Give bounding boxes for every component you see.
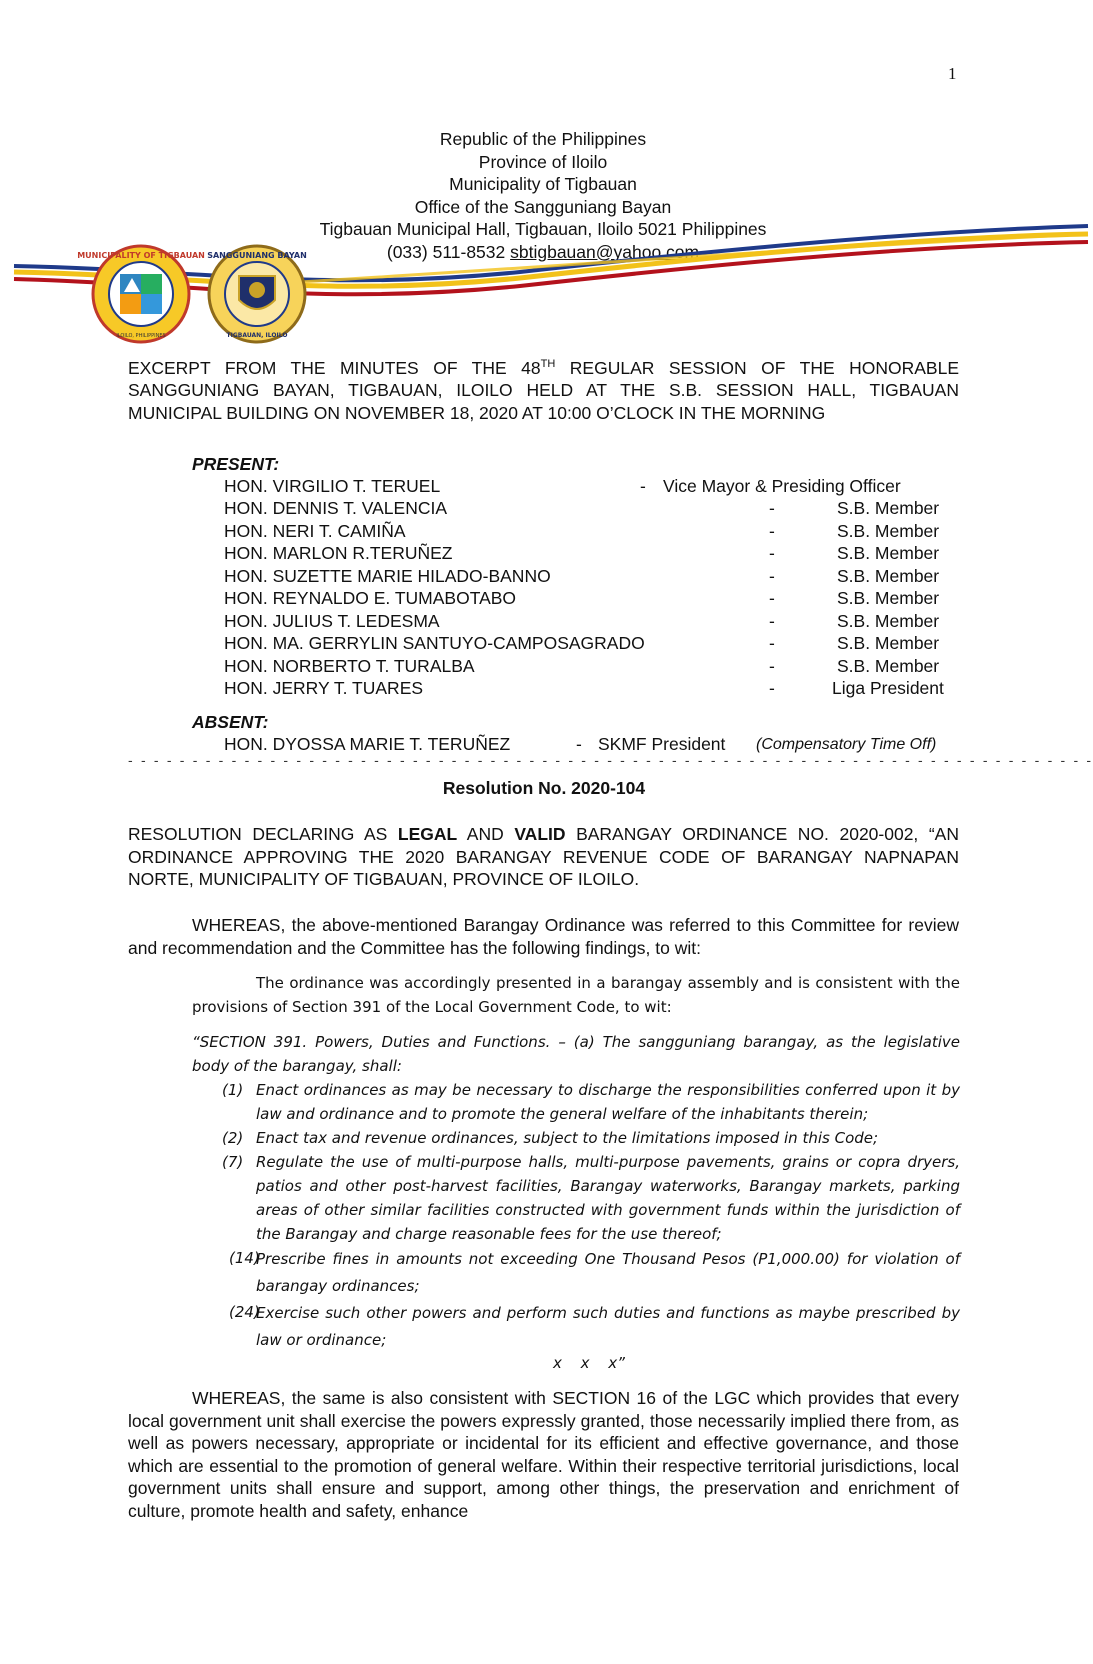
header-office: Office of the Sangguniang Bayan bbox=[414, 196, 672, 217]
list-item-number: (7) bbox=[222, 1153, 244, 1171]
attendee-role: S.B. Member bbox=[837, 611, 940, 631]
header-province: Province of Iloilo bbox=[478, 151, 608, 172]
ellipsis-mark: x x x” bbox=[553, 1354, 625, 1372]
minutes-excerpt bbox=[128, 353, 959, 424]
attendee-row bbox=[224, 588, 959, 610]
attendee-dash: - bbox=[640, 476, 646, 496]
attendee-name: HON. NERI T. CAMIÑA bbox=[224, 521, 406, 541]
excerpt-text-1: EXCERPT FROM THE MINUTES OF THE 48 bbox=[128, 357, 541, 378]
sangguniang-bayan-seal bbox=[202, 244, 312, 344]
attendee-dash: - bbox=[769, 611, 775, 631]
attendee-name: HON. MARLON R.TERUÑEZ bbox=[224, 543, 453, 563]
attendee-row bbox=[224, 521, 959, 543]
list-item bbox=[222, 1300, 960, 1354]
page-number: 1 bbox=[948, 64, 957, 83]
seal-municipality-sub: ILOILO, PHILIPPINES bbox=[116, 333, 166, 339]
attendee-row bbox=[224, 498, 959, 520]
section-391-heading: “SECTION 391. Powers, Duties and Functions. – (a) The sangguniang barangay, as the legislative body of the barangay, shall: bbox=[192, 1033, 960, 1075]
absent-label: ABSENT: bbox=[192, 712, 269, 732]
resolution-valid: VALID bbox=[514, 824, 566, 844]
attendee-role: S.B. Member bbox=[837, 521, 940, 541]
attendee-role: S.B. Member bbox=[837, 656, 940, 676]
quote-intro: The ordinance was accordingly presented in a barangay assembly and is consistent with the provisions of Section 391 of the Local Government Code, to wit: bbox=[192, 974, 960, 1016]
seal-municipality-text: MUNICIPALITY OF TIGBAUAN bbox=[77, 251, 205, 260]
list-item bbox=[222, 1150, 960, 1246]
whereas-paragraph-1: WHEREAS, the above-mentioned Barangay Ordinance was referred to this Committee for review and recommendation and the Committee has the following findings, to wit: bbox=[128, 915, 959, 958]
attendee-dash: - bbox=[769, 656, 775, 676]
excerpt-ordinal: TH bbox=[540, 358, 556, 370]
header-address: Tigbauan Municipal Hall, Tigbauan, Iloilo 5021 Philippines bbox=[319, 219, 767, 239]
header-republic: Republic of the Philippines bbox=[439, 129, 647, 149]
list-item-number: (1) bbox=[222, 1081, 244, 1099]
attendee-row bbox=[224, 543, 959, 565]
attendee-dash: - bbox=[769, 521, 775, 541]
list-item-number: (14) bbox=[229, 1249, 260, 1267]
attendee-role: S.B. Member bbox=[837, 588, 940, 608]
list-item-text: Regulate the use of multi-purpose halls, multi-purpose pavements, grains or copra dryers, patios and other post-harvest facilities, Barangay waterworks, Barangay markets, parking areas of other similar facilities constructed with government funds within the jurisdiction of the Barangay and charge reasonable fees for the use thereof; bbox=[256, 1153, 960, 1243]
absent-role: SKMF President bbox=[598, 734, 726, 754]
attendee-row bbox=[224, 566, 959, 588]
list-item bbox=[222, 1078, 960, 1126]
attendee-dash: - bbox=[769, 588, 775, 608]
attendee-row bbox=[224, 656, 959, 678]
attendee-name: HON. REYNALDO E. TUMABOTABO bbox=[224, 588, 517, 608]
attendee-role: Liga President bbox=[832, 678, 944, 698]
list-item bbox=[222, 1246, 960, 1300]
resolution-legal: LEGAL bbox=[397, 824, 458, 844]
present-label: PRESENT: bbox=[192, 454, 280, 474]
resolution-title: Resolution No. 2020-104 bbox=[442, 778, 646, 798]
seal-sb-sub: TIGBAUAN, ILOILO bbox=[226, 332, 288, 339]
municipality-seal bbox=[77, 244, 205, 344]
whereas-paragraph-2: WHEREAS, the same is also consistent with SECTION 16 of the LGC which provides that every local government unit shall exercise the powers expressly granted, those necessarily implied there from, as well as powers necessary, appropriate or incidental for its efficient and effective governance, and those which are essential to the promotion of general welfare. Within their respective territorial jurisdictions, local government units shall ensure and support, among other things, the preservation and enrichment of culture, promote health and safety, enhance bbox=[128, 1388, 959, 1521]
attendee-role: S.B. Member bbox=[837, 498, 940, 518]
absent-name: HON. DYOSSA MARIE T. TERUÑEZ bbox=[224, 734, 511, 754]
excerpt-text-2: REGULAR SESSION OF THE HONORABLE SANGGUNIANG BAYAN, TIGBAUAN, ILOILO HELD AT THE S.B. SESSION HALL, TIGBAUAN MUNICIPAL BUILDING ON NOVEMBER 18, 2020 AT 10:00 O’CLOCK IN THE MORNING bbox=[128, 357, 959, 423]
attendee-name: HON. SUZETTE MARIE HILADO-BANNO bbox=[224, 566, 551, 586]
attendee-name: HON. NORBERTO T. TURALBA bbox=[224, 656, 475, 676]
list-item-text: Exercise such other powers and perform such duties and functions as maybe prescribed by law or ordinance; bbox=[256, 1304, 960, 1349]
attendee-name: HON. MA. GERRYLIN SANTUYO-CAMPOSAGRADO bbox=[224, 633, 645, 653]
attendee-name: HON. DENNIS T. VALENCIA bbox=[224, 498, 448, 518]
email-link[interactable]: sbtigbauan@yahoo.com bbox=[510, 241, 700, 262]
attendee-row bbox=[224, 611, 959, 633]
resolution-text-2: AND bbox=[457, 824, 515, 844]
attendee-dash: - bbox=[769, 498, 775, 518]
attendee-role: S.B. Member bbox=[837, 633, 940, 653]
resolution-text-3: BARANGAY ORDINANCE NO. 2020-002, “AN ORDINANCE APPROVING THE 2020 BARANGAY REVENUE CODE OF BARANGAY NAPNAPAN NORTE, MUNICIPALITY OF TIGBAUAN, PROVINCE OF ILOILO. bbox=[128, 824, 959, 889]
header-phone: (033) 511-8532 bbox=[386, 241, 506, 262]
attendee-dash: - bbox=[769, 543, 775, 563]
attendee-dash: - bbox=[769, 678, 775, 698]
list-item-number: (24) bbox=[229, 1303, 260, 1321]
list-item-text: Enact ordinances as may be necessary to discharge the responsibilities conferred upon it by law and ordinance and to promote the general welfare of the inhabitants therein; bbox=[256, 1081, 960, 1123]
separator-line: - - - - - - - - - - - - - - - - - - - - - - - - - - - - - - - - - - - - - - - - - - - - - - - - - - - - - - - - - - - - - - - - - - - - - - - - - - - bbox=[128, 752, 1093, 768]
attendee-name: HON. JERRY T. TUARES bbox=[224, 678, 424, 698]
attendee-name: HON. VIRGILIO T. TERUEL bbox=[224, 476, 441, 496]
absent-note: (Compensatory Time Off) bbox=[756, 736, 937, 753]
attendee-row bbox=[224, 678, 959, 700]
attendee-name: HON. JULIUS T. LEDESMA bbox=[224, 611, 440, 631]
list-item-text: Prescribe fines in amounts not exceeding One Thousand Pesos (P1,000.00) for violation of barangay ordinances; bbox=[256, 1250, 960, 1295]
list-item-number: (2) bbox=[222, 1129, 244, 1147]
attendee-row bbox=[224, 476, 959, 498]
attendee-dash: - bbox=[769, 633, 775, 653]
attendee-role: S.B. Member bbox=[837, 566, 940, 586]
list-item-text: Enact tax and revenue ordinances, subject to the limitations imposed in this Code; bbox=[256, 1129, 879, 1147]
resolution-heading bbox=[128, 823, 959, 891]
attendee-dash: - bbox=[769, 566, 775, 586]
seal-sb-text: SANGGUNIANG BAYAN bbox=[207, 251, 307, 260]
resolution-text-1: RESOLUTION DECLARING AS bbox=[128, 824, 398, 844]
list-item bbox=[222, 1126, 960, 1150]
attendee-row bbox=[224, 633, 959, 655]
attendee-role: Vice Mayor & Presiding Officer bbox=[663, 476, 901, 496]
header-municipality: Municipality of Tigbauan bbox=[449, 174, 637, 194]
attendee-role: S.B. Member bbox=[837, 543, 940, 563]
absent-dash: - bbox=[576, 734, 582, 754]
